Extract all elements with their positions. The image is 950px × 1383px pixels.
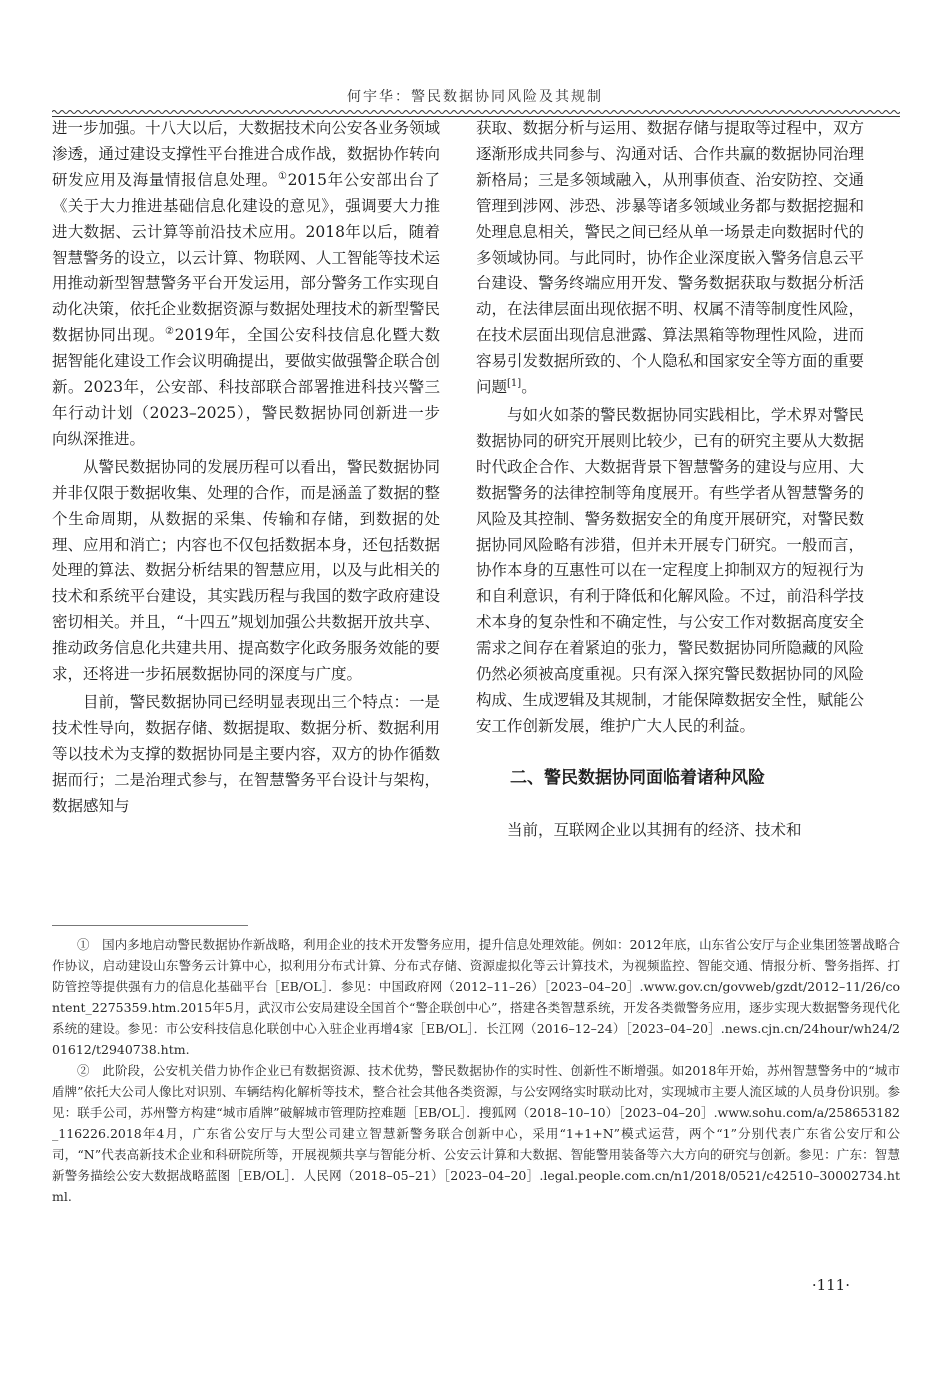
- paragraph: 当前，互联网企业以其拥有的经济、技术和: [507, 820, 802, 839]
- paragraph-text: 。: [521, 378, 537, 397]
- paragraph: 从警民数据协同的发展历程可以看出，警民数据协同并非仅限于数据收集、处理的合作，而是涵盖了数据的整个生命周期，从数据的采集、传输和存储，到数据的处理、应用和消亡；内容也不仅包括数据本身，还包括数据处理的算法、数据分析结果的智慧应用，以及与此相关的技术和系统平台建设，其实践历程与我国的数字政府建设密切相关。并且，“十四五”规划加强公共数据开放共享、推动政务信息化共建共用、提高数字化政务服务效能的要求，还将进一步拓展数据协同的深度与广度。: [52, 457, 440, 684]
- footnote-separator: [52, 925, 248, 926]
- paragraph: [476, 116, 864, 401]
- paragraph: [52, 116, 440, 453]
- right-column: [476, 116, 864, 844]
- section-heading: 二、警民数据协同面临着诸种风险: [510, 767, 765, 788]
- paragraph-text: 2019年，全国公安科技信息化暨大数据智能化建设工作会议明确提出，要做实做强警企联合创新。2023年，公安部、科技部联合部署推进科技兴警三年行动计划（2023–2025），警民数据协同创新进一步向纵深推进。: [52, 326, 440, 448]
- footnote: ① 国内多地启动警民数据协作新战略，利用企业的技术开发警务应用，提升信息处理效能。例如：2012年底，山东省公安厅与企业集团签署战略合作协议，启动建设山东警务云计算中心，拟利用分布式计算、分布式存储、资源虚拟化等云计算技术，为视频监控、智能交通、情报分析、警务指挥、打防管控等提供强有力的信息化基础平台［EB/OL］．参见：中国政府网（2012–11–26）［2023–04–20］.www.gov.cn/govweb/gzdt/2012–11/26/content_2275359.htm.2015年5月，武汉市公安局建设全国首个“警企联创中心”，搭建各类智慧系统，开发各类微警务应用，逐步实现大数据警务现代化系统的建设。参见：市公安科技信息化联创中心入驻企业再增4家［EB/OL］．长江网（2016–12–24）［2023–04–20］.news.cjn.cn/24hour/wh24/201612/t2940738.htm.: [52, 937, 900, 1057]
- page-number: ·111·: [811, 1276, 850, 1294]
- paragraph: 目前，警民数据协同已经明显表现出三个特点：一是技术性导向，数据存储、数据提取、数据分析、数据利用等以技术为支撑的数据协同是主要内容，双方的协作循数据而行；二是治理式参与，在智慧警务平台设计与架构，数据感知与: [52, 692, 440, 815]
- citation-marker[interactable]: [1]: [507, 377, 522, 389]
- footnote: ② 此阶段，公安机关借力协作企业已有数据资源、技术优势，警民数据协作的实时性、创新性不断增强。如2018年开始，苏州智慧警务中的“城市盾牌”依托大公司人像比对识别、车辆结构化解析等技术，整合社会其他各类资源，与公安网络实时联动比对，实现城市主要人流区域的人员身份识别。参见：联手公司，苏州警方构建“城市盾牌”破解城市管理防控难题［EB/OL］．搜狐网（2018–10–10）［2023–04–20］.www.sohu.com/a/258653182_116226.2018年4月，广东省公安厅与大型公司建立智慧新警务联合创新中心，采用“1+1+N”模式运营，两个“1”分别代表广东省公安厅和公司，“N”代表高新技术企业和科研院所等，开展视频共享与智能分析、公安云计算和大数据、智能警用装备等六大方向的研究与创新。参见：广东：智慧新警务描绘公安大数据战略蓝图［EB/OL］．人民网（2018–05–21）［2023–04–20］.legal.people.com.cn/n1/2018/0521/c42510–30002734.html.: [52, 1063, 900, 1204]
- footnotes: [52, 934, 900, 1207]
- paragraph: 与如火如荼的警民数据协同实践相比，学术界对警民数据协同的研究开展则比较少，已有的研究主要从大数据时代政企合作、大数据背景下智慧警务的建设与应用、大数据警务的法律控制等角度展开。有些学者从智慧警务的风险及其控制、警务数据安全的角度开展研究，对警民数据协同风险略有涉猎，但并未开展专门研究。一般而言，协作本身的互惠性可以在一定程度上抑制双方的短视行为和自利意识，有利于降低和化解风险。不过，前沿科学技术本身的复杂性和不确定性，与公安工作对数据高度安全需求之间存在着紧迫的张力，警民数据协同所隐藏的风险仍然必须被高度重视。只有深入探究警民数据协同的风险构成、生成逻辑及其规制，才能保障数据安全性，赋能公安工作创新发展，维护广大人民的利益。: [476, 405, 864, 735]
- paragraph-text: 获取、数据分析与运用、数据存储与提取等过程中，双方逐渐形成共同参与、沟通对话、合作共赢的数据协同治理新格局；三是多领域融入，从刑事侦查、治安防控、交通管理到涉网、涉恐、涉暴等诸多领域业务都与数据挖掘和处理息息相关，警民之间已经从单一场景走向数据时代的多领域协同。与此同时，协作企业深度嵌入警务信息云平台建设、警务终端应用开发、警务数据获取与数据分析活动，在法律层面出现依据不明、权属不清等制度性风险，在技术层面出现信息泄露、算法黑箱等物理性风险，进而容易引发数据所致的、个人隐私和国家安全等方面的重要问题: [476, 119, 864, 397]
- footnote-marker[interactable]: ②: [164, 326, 175, 338]
- paragraph-text: 2015年公安部出台了《关于大力推进基础信息化建设的意见》，强调要大力推进大数据、云计算等前沿技术应用。2018年以后，随着智慧警务的设立，以云计算、物联网、人工智能等技术运用推动新型智慧警务平台开发运用，部分警务工作实现自动化决策，依托企业数据资源与数据处理技术的新型警民数据协同出现。: [52, 170, 440, 345]
- paragraph-text: 进一步加强。十八大以后，大数据技术向公安各业务领域渗透，通过建设支撑性平台推进合成作战，数据协作转向研发应用及海量情报信息处理。: [52, 119, 440, 189]
- left-column: [52, 116, 440, 819]
- running-header: 何宇华：警民数据协同风险及其规制: [347, 89, 603, 105]
- footnote-marker[interactable]: ①: [277, 170, 288, 182]
